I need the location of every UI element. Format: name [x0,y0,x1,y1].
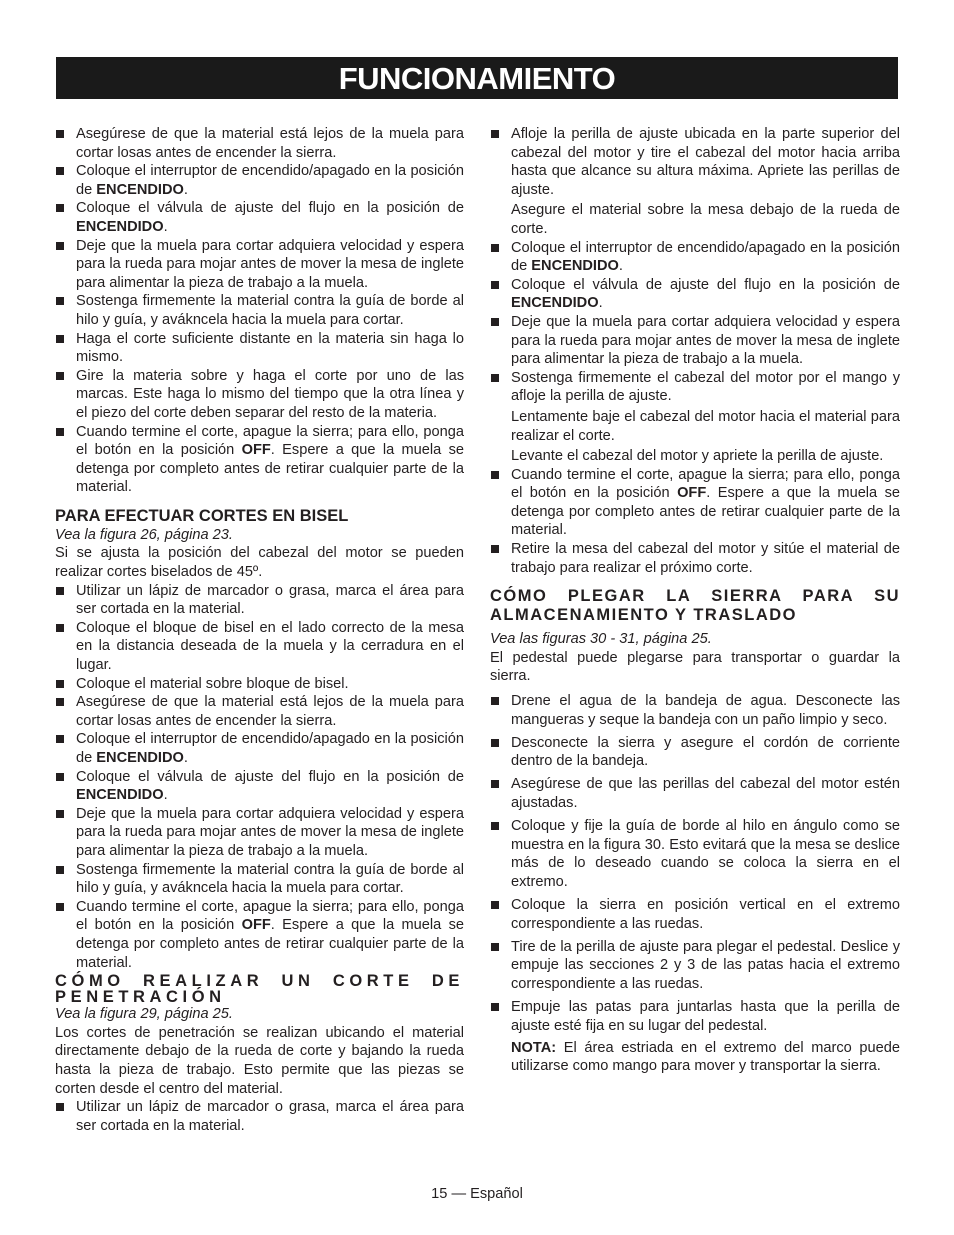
bullet-text: Sostenga firmemente la material contra la guía de borde al hilo y guía, y avákncela hacia la muela para cortar. [76,861,464,897]
bullet-item: Coloque y fije la guía de borde al hilo en ángulo como se muestra en la figura 30. Esto evitará que la mesa se deslice más de lo deseado cuando se coloca la sierra en el extremo. [490,817,900,891]
bullet-text-end: . [163,787,168,804]
note-label: NOTA: [511,1039,557,1056]
bullet-item [490,466,900,540]
bullet-item [55,162,464,199]
bullet-text-end: . [618,258,623,275]
bullet-text-end: . Espere a que la muela se detenga por completo antes de retirar cualquier parte de la material. [76,442,464,496]
bullet-bold-term: OFF [241,917,271,934]
bullet-item: Coloque la sierra en posición vertical en el extremo correspondiente a las ruedas. [490,896,900,933]
bullet-text-end: . Espere a que la muela se detenga por completo antes de retirar cualquier parte de la material. [511,485,900,539]
bullet-text: Utilizar un lápiz de marcador o grasa, marca el área para ser cortada en la material. [76,1099,464,1134]
bullet-bold-term: ENCENDIDO [76,787,164,804]
bullet-text: Coloque el material sobre bloque de bisel. [76,675,349,692]
bullet-item [55,582,464,619]
bullet-text: Cuando termine el corte, apague la sierra; para ello, ponga el botón en la posición [76,898,464,934]
bullet-text-end: . [183,181,188,198]
bullet-item [55,330,464,367]
bullet-item: Drene el agua de la bandeja de agua. Desconecte las mangueras y seque la bandeja con un paño limpio y seco. [490,692,900,729]
intro-bullet-list [55,125,464,497]
bullet-item [490,369,900,466]
bullet-item [490,276,900,313]
bullet-item [55,423,464,497]
bullet-text: Coloque el interruptor de encendido/apagado en la posición de [76,163,464,198]
bullet-item [55,292,464,329]
bullet-bold-term: ENCENDIDO [96,181,184,198]
bullet-continuation: Lentamente baje el cabezal del motor hacia el material para realizar el corte. [511,408,900,444]
bevel-intro-text: Si se ajusta la posición del cabezal del motor se pueden realizar cortes biselados de 45º. [55,545,464,581]
bullet-item [55,805,464,861]
bullet-item [490,313,900,369]
bullet-text: Coloque el válvula de ajuste del flujo en la posición de [76,768,464,785]
continued-bullet-list [490,125,900,577]
bullet-item [55,619,464,675]
bullet-bold-term: ENCENDIDO [511,295,599,312]
fold-heading: CÓMO PLEGAR LA SIERRA PARA SU ALMACENAMIENTO Y TRASLADO [490,587,900,625]
bullet-text: Deje que la muela para cortar adquiera velocidad y espera para la rueda para mojar antes de mover la mesa de inglete para alimentar la pieza de trabajo a la muela. [511,313,900,368]
bullet-bold-term: ENCENDIDO [96,750,184,766]
bullet-text-end: . [598,295,603,312]
bullet-text: Asegúrese de que la material está lejos de la muela para cortar losas antes de encender la sierra. [76,694,464,729]
bullet-text: Haga el corte suficiente distante en la materia sin haga lo mismo. [76,330,464,366]
bullet-text: Cuando termine el corte, apague la sierra; para ello, ponga el botón en la posición [76,423,464,459]
bullet-text: Sostenga firmemente el cabezal del motor por el mango y afloje la perilla de ajuste. [511,369,900,405]
bullet-item: Desconecte la sierra y asegure el cordón de corriente dentro de la bandeja. [490,734,900,771]
fold-figure-ref: Vea las figuras 30 - 31, página 25. [490,631,712,648]
bevel-figure-ref: Vea la figura 26, página 23. [55,526,233,543]
bullet-bold-term: OFF [677,485,707,502]
bullet-item [55,1098,464,1135]
bullet-item [55,693,464,730]
bullet-item [490,540,900,577]
bullet-item [55,898,464,972]
bullet-bold-term: ENCENDIDO [531,258,619,275]
fold-intro-text: El pedestal puede plegarse para transportar o guardar la sierra. [490,649,900,685]
bullet-text: Gire la materia sobre y haga el corte por uno de las marcas. Este haga lo mismo del tiempo que la otra línea y el piezo del corte deben separar del resto de la materia. [76,367,464,421]
bullet-text: Retire la mesa del cabezal del motor y sitúe el material de trabajo para realizar el próximo corte. [511,541,900,576]
bullet-bold-term: OFF [241,442,271,459]
bullet-text-end: . [163,218,168,235]
bullet-item: Asegúrese de que las perillas del cabezal del motor estén ajustadas. [490,775,900,812]
bullet-text: Deje que la muela para cortar adquiera velocidad y espera para la rueda para mojar antes de mover la mesa de inglete para alimentar la pieza de trabajo a la muela. [76,237,464,291]
bullet-bold-term: ENCENDIDO [76,218,164,235]
bullet-text: Sostenga firmemente la material contra la guía de borde al hilo y guía, y avákncela hacia la muela para cortar. [76,293,464,328]
bullet-item [55,861,464,898]
bullet-item [55,675,464,694]
bullet-text-end: . Espere a que la muela se detenga por completo antes de retirar cualquier parte de la material. [76,917,464,971]
left-column [55,125,464,1135]
bullet-text: Coloque el válvula de ajuste del flujo en la posición de [76,200,464,217]
bullet-item [55,237,464,293]
page-number: 15 — Español [431,1186,523,1202]
bullet-text: Afloje la perilla de ajuste ubicada en la parte superior del cabezal del motor y tire el cabezal del motor hacia arriba hasta que alcance su altura máxima. Apriete las perillas de ajuste. [511,126,900,198]
bullet-item [55,199,464,236]
bullet-item [55,730,464,767]
fold-note [490,1039,900,1076]
bullet-text-end: . [183,750,188,766]
bevel-bullet-list [55,582,464,972]
bullet-text: Asegúrese de que la material está lejos de la muela para cortar losas antes de encender la sierra. [76,126,464,161]
bullet-item [55,125,464,162]
bullet-text: Utilizar un lápiz de marcador o grasa, marca el área para ser cortada en la material. [76,582,464,618]
page-title: FUNCIONAMIENTO [56,57,898,99]
bullet-item: Tire de la perilla de ajuste para plegar el pedestal. Deslice y empuje las secciones 2 y 3 de las patas hacia el extremo correspondiente a las ruedas. [490,938,900,994]
bullet-text: Deje que la muela para cortar adquiera velocidad y espera para la rueda para mojar antes de mover la mesa de inglete para alimentar la pieza de trabajo a la muela. [76,805,464,859]
plunge-bullet-list [55,1098,464,1135]
bullet-text: Coloque el interruptor de encendido/apagado en la posición de [511,239,900,275]
bullet-item [490,125,900,239]
plunge-intro-text: Los cortes de penetración se realizan ubicando el material directamente debajo de la rueda de corte y bajando la rueda hasta la pieza de trabajo. Esto permite que las piezas se corten desde el centro del material. [55,1024,464,1097]
bevel-heading: PARA EFECTUAR CORTES EN BISEL [55,506,349,525]
plunge-figure-ref: Vea la figura 29, página 25. [55,1006,233,1023]
bullet-item [490,239,900,276]
bullet-continuation: Levante el cabezal del motor y apriete la perilla de ajuste. [511,448,884,465]
bullet-item [55,768,464,805]
fold-bullet-list [490,692,900,1035]
bullet-text: Coloque el bloque de bisel en el lado correcto de la mesa en la distancia deseada de la muela y la cerradura en el lugar. [76,619,464,674]
right-column [490,125,900,1076]
bullet-text: Cuando termine el corte, apague la sierra; para ello, ponga el botón en la posición [511,466,900,502]
bullet-item: Empuje las patas para juntarlas hasta que la perilla de ajuste esté fija en su lugar del pedestal. [490,998,900,1035]
bullet-text: Coloque el interruptor de encendido/apagado en la posición de [76,731,464,766]
bullet-continuation: Asegure el material sobre la mesa debajo de la rueda de corte. [511,202,900,237]
note-text: El área estriada en el extremo del marco puede utilizarse como mango para mover y transportar la sierra. [511,1039,900,1075]
plunge-heading: CÓMO REALIZAR UN CORTE DE PENETRACIÓN [55,972,464,1007]
bullet-item [55,367,464,423]
bullet-text: Coloque el válvula de ajuste del flujo en la posición de [511,276,900,293]
